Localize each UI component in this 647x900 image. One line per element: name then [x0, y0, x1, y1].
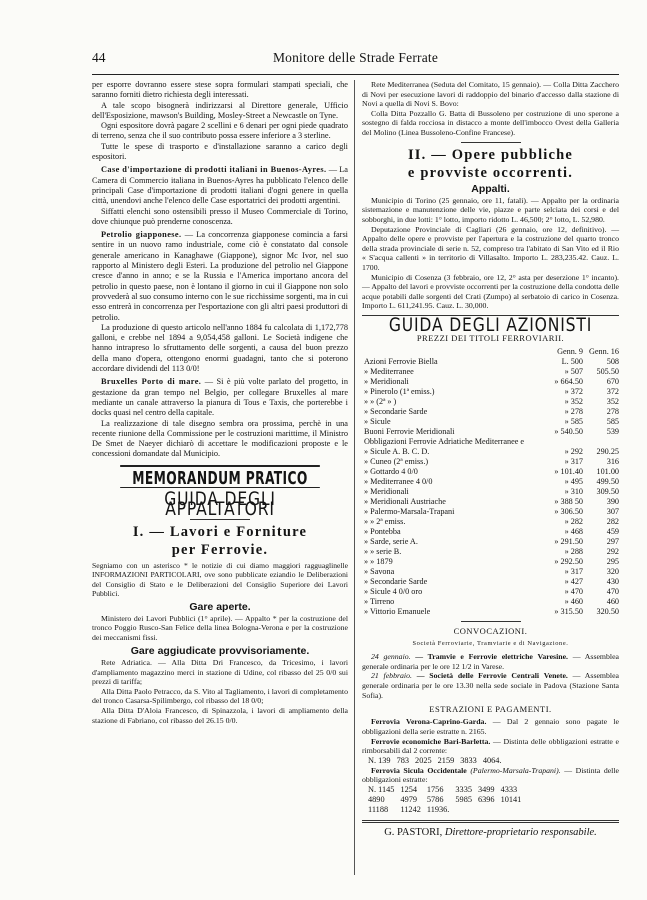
section-intro: Segniamo con un asterisco * le notizie di cui diamo maggiori ragguaglinelle INFORMAZIONI PARTICOLARI, ove sono pubblicate eziandio le Deliberazioni del Consiglio di Stato e le Deliberazioni del Consiglio Superiore dei Lavori Pubblici.: [92, 560, 348, 599]
divider: [461, 142, 521, 143]
table-row: [362, 427, 619, 437]
security-name: » Sicule 4 0/0 oro: [364, 586, 423, 596]
article-case: [92, 165, 348, 206]
subsection-title: Gare aperte.: [189, 600, 251, 613]
price-jan-16: 290.25: [596, 446, 619, 456]
price-jan-16: [583, 437, 619, 447]
paragraph: Ministero dei Lavori Pubblici (1° aprile). — Appalto * per la costruzione del tronco Poggio Rusco-San Felice della linea Bologna-Verona e per la costruzione dei meccanismi fissi.: [92, 613, 348, 643]
paragraph: A tale scopo bisognerà indirizzarsi al Direttore generale, Ufficio dell'Esposizione, mawson's Building, Mosley-Street a Newcastle on Tyne.: [92, 100, 348, 120]
subsection-title: Appalti.: [471, 182, 510, 195]
price-jan-16: 352: [606, 396, 619, 406]
price-jan-16: 278: [606, 406, 619, 416]
security-name: » Cuneo (2ª emiss.): [364, 456, 429, 466]
price-jan-16: 297: [606, 536, 619, 546]
price-jan-9: » 372: [564, 386, 583, 396]
price-jan-16: 320: [606, 566, 619, 576]
article-petrolio: [92, 230, 348, 323]
table-row: [362, 597, 619, 607]
table-row: [362, 377, 619, 387]
table-row: [362, 537, 619, 547]
security-name: » Palermo-Marsala-Trapani: [364, 506, 455, 516]
date: 21 febbraio.: [371, 671, 412, 681]
draw-number: 2159: [437, 755, 455, 765]
draw-number: 5786: [426, 795, 444, 804]
price-jan-9: » 388 50: [554, 496, 583, 506]
company-name: Ferrovie economiche Bari-Barletta.: [371, 736, 491, 746]
item-text: — Assemblea generale ordinaria per le ore 12 1/2 in Varese.: [362, 652, 619, 671]
footer-signature: [362, 828, 619, 838]
guida-azionisti-title: GUIDA DEGLI AZIONISTI: [388, 313, 593, 336]
table-row: [362, 497, 619, 507]
table-row: [362, 387, 619, 397]
draw-row: [368, 805, 527, 815]
item-text: — Distinta delle obbligazioni estratte:: [362, 765, 619, 785]
price-jan-9: » 585: [564, 416, 583, 426]
estrazioni-title: ESTRAZIONI E PAGAMENTI.: [429, 704, 552, 715]
table-row: [362, 437, 619, 447]
table-row: [362, 507, 619, 517]
draw-number: 11188: [368, 805, 389, 814]
draw-number: 3499: [477, 785, 495, 794]
security-name: Azioni Ferrovie Biella: [364, 356, 438, 366]
company-name: — Tramvie e Ferrovie elettriche Varesine.: [410, 652, 568, 662]
draw-number: 2025: [415, 755, 432, 765]
director-role: Direttore-proprietario responsabile.: [444, 827, 597, 838]
price-jan-9: » 468: [564, 526, 583, 536]
draw-number: 1254: [400, 785, 418, 794]
draw-number: 4890: [368, 795, 385, 804]
price-jan-16: 372: [606, 386, 619, 396]
security-name: » Pontebba: [364, 526, 401, 536]
paragraph: La produzione di questo articolo nell'anno 1884 fu calcolata di 1,172,778 galloni, e crebbe nel 1894 a 9,054,458 galloni. Le Società indigene che hanno intrapreso lo sfruttamento delle sorgenti, a causa del buon prezzo della mano d'opera, ottengono enormi guadagni, tanto che si poterono accordare dividendi del 113 0/0!: [92, 322, 348, 374]
security-name: » » (2ª » ): [364, 396, 397, 406]
price-jan-9: » 291.50: [554, 536, 583, 546]
draw-numbers-table: [368, 756, 508, 766]
item-text: — Dal 2 gennaio sono pagate le obbligazioni della serie estratte n. 2165.: [362, 717, 619, 737]
price-jan-9: L. 500: [561, 356, 583, 366]
security-name: » Sicule: [364, 416, 391, 426]
draw-number: 4064.: [482, 755, 502, 765]
price-jan-9: » 292.50: [554, 556, 583, 566]
price-jan-16: 430: [606, 576, 619, 586]
security-name: » Tirreno: [364, 596, 395, 606]
table-row: [362, 357, 619, 367]
subsection-title: Gare aggiudicate provvisoriamente.: [130, 644, 310, 657]
draw-row: [368, 785, 527, 795]
security-name: » Secondarie Sarde: [364, 576, 428, 586]
price-jan-16: 295: [606, 556, 619, 566]
article-text: — Si è più volte parlato del progetto, in gestazione da gran tempo nel Belgio, per collegare Bruxelles al mare mediante un canale attraverso la pianura di Tous e Taxis, che porterebbe i docks quasi nel centro della capitale.: [92, 377, 349, 418]
draw-row: [368, 756, 508, 766]
convocation-item: [362, 652, 619, 671]
paragraph: Colla Ditta Pozzallo G. Batta di Bussoleno per costruzione di uno sperone a sostegno di falda rocciosa in distacco a monte dell'imbocco Ovest della Galleria del Molino (Linea Bussoleno-Confine Francese).: [362, 108, 619, 137]
page-number: 44: [92, 50, 106, 65]
price-jan-16: 499.50: [596, 476, 619, 486]
draw-number: N. 1145: [368, 785, 395, 794]
paragraph: Siffatti elenchi sono ostensibili presso il Museo Commerciale di Torino, dove chiunque può prenderne conoscenza.: [92, 206, 348, 226]
table-row: [362, 487, 619, 497]
price-jan-16: 316: [606, 456, 619, 466]
price-jan-9: » 315.50: [554, 606, 583, 616]
draw-number: [501, 805, 528, 815]
draw-number: 1756: [426, 785, 444, 794]
price-jan-16: 539: [606, 426, 619, 436]
table-row: [362, 517, 619, 527]
price-jan-16: 460: [606, 596, 619, 606]
draw-numbers-table: [368, 785, 527, 815]
table-row: [362, 457, 619, 467]
column-header: Genn. 9: [557, 346, 583, 356]
price-jan-16: 508: [606, 356, 619, 366]
extraction-item: [362, 717, 619, 736]
article-heading: Petrolio giapponese.: [101, 230, 182, 240]
footer-rule: [362, 820, 619, 823]
price-jan-9: » 288: [564, 546, 583, 556]
journal-title: Monitore delle Strade Ferrate: [272, 50, 439, 65]
convocation-item: [362, 671, 619, 700]
price-jan-9: » 460: [564, 596, 583, 606]
price-jan-9: » 101.40: [554, 466, 583, 476]
price-jan-16: 309.50: [596, 486, 619, 496]
table-row: [362, 607, 619, 617]
section-title: I. — Lavori e Forniture: [132, 523, 308, 540]
convocazioni-title: CONVOCAZIONI.: [453, 625, 528, 636]
security-name: » Mediterranee: [364, 366, 414, 376]
company-name: Ferrovia Sicula Occidentale: [371, 765, 467, 775]
section-title: II. — Opere pubbliche: [407, 146, 574, 163]
table-row: [362, 417, 619, 427]
price-jan-16: 390: [606, 496, 619, 506]
security-name: » Pinerolo (1ª emiss.): [364, 386, 435, 396]
price-jan-16: 505.50: [596, 366, 619, 376]
security-name: Obbligazioni Ferrovie Adriatiche Mediterranee e: [364, 436, 525, 446]
security-name: » » serie B.: [364, 546, 402, 556]
price-jan-16: 282: [606, 516, 619, 526]
director-name: G. PASTORI,: [384, 827, 443, 838]
security-name: » Secondarie Sarde: [364, 406, 428, 416]
draw-number: 783: [396, 755, 410, 765]
price-jan-9: » 310: [564, 486, 583, 496]
security-name: » Sarde, serie A.: [364, 536, 418, 546]
article-heading: Bruxelles Porto di mare.: [101, 377, 202, 387]
column-divider: [354, 80, 355, 875]
price-jan-9: » 317: [564, 456, 583, 466]
paragraph: Ogni espositore dovrà pagare 2 scellini e 6 denari per ogni piede quadrato di terreno, senza che il suo contributo possa essere inferiore a 3 sterline.: [92, 121, 348, 141]
table-row: [362, 587, 619, 597]
price-jan-16: 459: [606, 526, 619, 536]
price-jan-9: » 278: [564, 406, 583, 416]
draw-number: 10141: [500, 795, 522, 804]
price-jan-9: » 507: [564, 366, 583, 376]
table-row: [362, 407, 619, 417]
price-jan-9: » 495: [564, 476, 583, 486]
security-name: » » 2ª emiss.: [364, 516, 406, 526]
price-jan-9: » 352: [564, 396, 583, 406]
draw-number: 3833: [460, 755, 477, 765]
price-jan-9: » 664.50: [554, 376, 583, 386]
price-jan-16: 585: [606, 416, 619, 426]
price-table: [362, 347, 619, 617]
divider: [461, 621, 521, 622]
price-jan-16: 320.50: [596, 606, 619, 616]
security-name: » Savona: [364, 566, 395, 576]
table-row: [362, 447, 619, 457]
prezzi-title: PREZZI DEI TITOLI FERROVIARII.: [416, 333, 565, 344]
draw-number: 3335: [455, 785, 472, 794]
article-heading: Case d'importazione di prodotti italiani in Buenos-Ayres.: [101, 165, 327, 175]
extraction-item: [362, 766, 619, 785]
security-name: » Meridionali: [364, 486, 409, 496]
draw-number: [455, 805, 478, 815]
right-column: [362, 80, 619, 838]
memorandum-title: MEMORANDUM PRATICO: [120, 465, 320, 488]
paragraph: Rete Mediterranea (Seduta del Comitato, 15 gennaio). — Colla Ditta Zacchero di Novi per esecuzione lavori di raddoppio del binario d'accesso dalla stazione di Novi a quella di Novi S. Bovo:: [362, 80, 619, 109]
table-row: [362, 547, 619, 557]
price-jan-9: » 306.50: [554, 506, 583, 516]
price-jan-16: 470: [606, 586, 619, 596]
draw-number: 11936.: [426, 805, 450, 814]
paragraph: Alla Ditta Paolo Petracco, da S. Vito al Tagliamento, i lavori di completamento del tronco Casarsa-Spilimbergo, col ribasso del 18 0/0;: [92, 686, 348, 706]
paragraph: Deputazione Provinciale di Cagliari (26 gennaio, ore 12, definitivo). — Appalto delle opere e provviste per l'apertura e la costruzione del quarto tronco della strada provinciale di serie n. 52, compreso tra l'abitato di San Vito ed il Rio « S'acqua callenti » in territorio di Villasalto. Importo L. 283,235.42. Cauz. L. 1700.: [362, 224, 619, 273]
table-row: [362, 557, 619, 567]
price-jan-16: 292: [606, 546, 619, 556]
convocazioni-subtitle: Società Ferroviarie, Tramviarie e di Navigazione.: [412, 639, 569, 647]
item-text: — Assemblea generale ordinaria per le ore 13.30 nella sede sociale in Padova (Stazione Santa Sofia).: [362, 671, 619, 700]
table-row: [362, 477, 619, 487]
draw-row: [368, 795, 527, 805]
paragraph: Municipio di Torino (25 gennaio, ore 11, fatali). — Appalto per la ordinaria sistemazione e manutenzione delle vie, piazze e parte selciata dei corsi e del sobborghi, in due lotti: 1° lotto, importo ridotto L. 46,500; 2° lotto, L. 52,980.: [362, 195, 619, 225]
paragraph: per esporre dovranno essere stese sopra formulari stampati speciali, che saranno forniti dietro richiesta degli interessati.: [92, 80, 348, 100]
paragraph: La realizzazione di tale disegno sembra ora prossima, perchè in una recente riunione della Commissione per le costruzioni marittime, il Ministro De Smet de Naeyer dichiarò di accettare le modificazioni proposte e le concessioni domandate dal Municipio.: [92, 418, 348, 459]
company-name: Ferrovia Verona-Caprino-Garda.: [371, 717, 487, 727]
price-jan-9: » 317: [564, 566, 583, 576]
paragraph: Rete Adriatica. — Alla Ditta Dri Francesco, da Tricesimo, i lavori d'ampliamento magazzino merci in stazione di Udine, col ribasso del 25 0/0 sui prezzi di tariffa;: [92, 657, 348, 687]
section-title: e provviste occorrenti.: [407, 164, 574, 181]
paragraph: Tutte le spese di trasporto e d'installazione saranno a carico degli espositori.: [92, 141, 348, 162]
item-text: — Distinta delle obbligazioni estratte e rimborsabili dal 2 corrente:: [362, 736, 619, 756]
table-row: [362, 527, 619, 537]
extraction-item: [362, 737, 619, 756]
security-name: » Mediterranee 4 0/0: [364, 476, 433, 486]
draw-number: 11242: [400, 805, 421, 814]
guida-appaltatori-title: GUIDA DEGLI APPALTATORI: [164, 487, 276, 521]
draw-number: 4979: [400, 795, 418, 804]
price-jan-9: » 292: [564, 446, 583, 456]
security-name: » Vittorio Emanuele: [364, 606, 431, 616]
article-text: — La concorrenza giapponese comincia a farsi sentire in un nuovo ramo industriale, come ciò è constatato dal console generale americano in Kanaghawe (Giappone), signor Mc Ivor, nel suo rapporto al Ministero degli Esteri. La produzione del petrolio nel Giappone cresce d'anno in anno; e se la Russia e l'America importano ancora del petrolio in questo paese, non è lontano il giorno in cui il Giappone non solo provvederà al suo consumo interno con le sue ricchissime sorgenti, ma in cui esso entrerà in concorrenza per l'esportazione con gli altri paesi produttori di petrolio.: [92, 230, 348, 322]
security-name: » Sicule A. B. C. D.: [364, 446, 430, 456]
column-header: Genn. 16: [588, 346, 619, 356]
date: 24 gennaio.: [371, 652, 411, 662]
table-row: [362, 467, 619, 477]
price-jan-16: 670: [606, 376, 619, 386]
security-name: Buoni Ferrovie Meridionali: [364, 426, 455, 436]
price-jan-16: 101.00: [596, 466, 619, 476]
draw-number: 5985: [455, 795, 472, 804]
security-name: » Gottardo 4 0/0: [364, 466, 418, 476]
draw-number: N. 139: [368, 755, 391, 765]
table-row: [362, 567, 619, 577]
price-jan-9: » 540.50: [554, 426, 583, 436]
price-jan-9: » 470: [564, 586, 583, 596]
price-jan-9: » 282: [564, 516, 583, 526]
price-jan-16: 307: [606, 506, 619, 516]
article-text: — La Camera di Commercio italiana in Buenos-Ayres ha pubblicato l'elenco delle principali Case d'importazione di prodotti italiani d'ogni genere in quella città, unendovi anche l'elenco delle Case esportatrici dei prodotti argentini.: [92, 165, 348, 206]
left-column: [92, 80, 348, 725]
article-bruxelles: [92, 377, 348, 418]
line-name: (Palermo-Marsala-Trapani).: [466, 765, 561, 775]
table-row: [362, 397, 619, 407]
paragraph: Municipio di Cosenza (3 febbraio, ore 12, 2° asta per deserzione 1° incanto). — Appalto del lavori e provviste occorrenti per la costruzione della condotta delle acque potabili dalle sorgenti del Crati (Zumpo) al serbatoio di carico in Cosenza. Importo L. 611,241.95. Cauz. L. 30,000.: [362, 272, 619, 311]
draw-number: 6396: [477, 795, 495, 804]
draw-number: [478, 805, 501, 815]
section-title: per Ferrovie.: [171, 541, 269, 558]
table-header-row: [362, 347, 619, 357]
draw-number: 4333: [500, 785, 518, 794]
security-name: » » 1879: [364, 556, 393, 566]
table-row: [362, 577, 619, 587]
price-jan-9: » 427: [564, 576, 583, 586]
table-row: [362, 367, 619, 377]
security-name: » Meridionali Austriache: [364, 496, 446, 506]
paragraph: Alla Ditta D'Aloia Francesco, di Spinazzola, i lavori di ampliamento della stazione di Fabriano, col ribasso del 26.15 0/0.: [92, 705, 348, 725]
header-rule: [92, 74, 619, 75]
price-jan-9: [547, 437, 583, 447]
security-name: » Meridionali: [364, 376, 409, 386]
company-name: — Società delle Ferrovie Centrali Venete.: [411, 671, 568, 681]
running-header: [92, 50, 619, 70]
